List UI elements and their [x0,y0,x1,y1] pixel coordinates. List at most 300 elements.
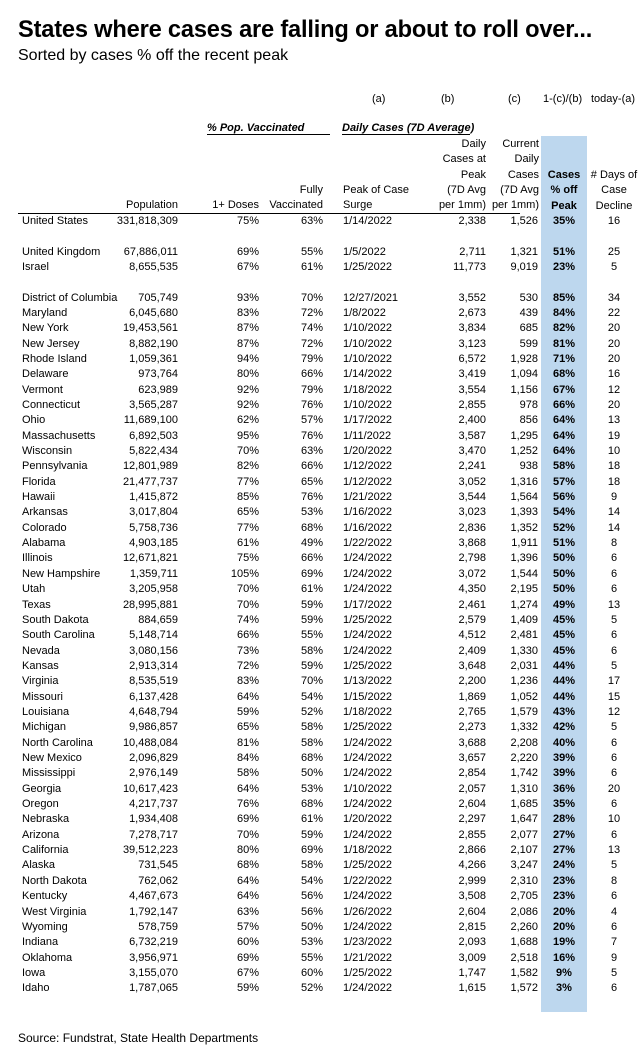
days-decline-cell: 5 [610,859,618,872]
fully-cell: 65% [300,475,323,488]
current-cases-cell: 3,247 [510,859,538,872]
peak-date-cell: 1/12/2022 [343,475,392,488]
pct-off-cell: 20% [552,920,576,933]
dose1-cell: 80% [236,368,259,381]
pct-off-cell: 45% [552,629,576,642]
pct-off-cell: 42% [552,721,576,734]
pct-off-cell: 28% [552,813,576,826]
peak-date-cell: 1/20/2022 [343,445,392,457]
table-row [0,429,643,444]
population-cell: 3,956,971 [129,951,178,964]
col-header-peak-cases: Daily Cases at Peak (7D Avg per 1mm) [438,138,486,212]
current-cases-cell: 1,330 [510,644,538,657]
peak-cases-cell: 2,836 [458,521,486,534]
fully-cell: 58% [300,736,323,749]
current-cases-cell: 1,688 [510,936,538,949]
current-cases-cell: 2,705 [510,890,538,903]
table-row [0,905,643,920]
dose1-cell: 77% [236,475,259,488]
peak-date-cell: 1/8/2022 [343,306,386,319]
fully-cell: 60% [300,966,323,979]
current-cases-cell: 1,295 [510,429,538,442]
fully-cell: 61% [300,260,323,273]
state-name: Hawaii [22,491,56,504]
peak-date-cell: 1/16/2022 [343,521,392,534]
fully-cell: 54% [300,690,323,703]
current-cases-cell: 1,274 [510,598,538,611]
days-decline-cell: 6 [610,644,618,657]
state-name: New Jersey [22,337,80,350]
dose1-cell: 81% [236,736,259,749]
peak-date-cell: 1/25/2022 [343,613,392,626]
dose1-cell: 72% [236,659,259,672]
peak-cases-cell: 1,869 [458,690,486,703]
population-cell: 1,934,408 [129,813,178,826]
days-decline-cell: 34 [607,291,621,304]
peak-cases-cell: 3,470 [458,445,486,457]
peak-date-cell: 1/25/2022 [343,659,392,672]
days-decline-cell: 22 [607,306,621,319]
state-name: Kansas [22,659,59,672]
dose1-cell: 93% [236,291,259,304]
table-row [0,690,643,705]
peak-cases-cell: 2,866 [458,844,486,857]
peak-date-cell: 1/24/2022 [343,890,392,903]
peak-cases-cell: 3,657 [458,752,486,764]
state-name: Alabama [22,537,66,550]
current-cases-cell: 1,094 [510,368,538,381]
fully-cell: 79% [300,383,323,396]
current-cases-cell: 1,236 [510,675,538,688]
pct-off-cell: 36% [552,782,576,795]
pct-off-cell: 44% [552,659,576,672]
pct-off-cell: 52% [552,521,576,534]
state-name: Florida [22,475,56,488]
state-name: Michigan [22,721,67,734]
population-cell: 705,749 [138,291,178,304]
fully-cell: 59% [300,828,323,841]
table-row [0,459,643,474]
dose1-cell: 66% [236,629,259,642]
dose1-cell: 57% [236,920,259,933]
table-row [0,260,643,275]
page-subtitle: Sorted by cases % off the recent peak [18,47,289,64]
population-cell: 4,217,737 [129,798,178,811]
population-cell: 8,882,190 [129,337,178,350]
population-cell: 10,488,084 [122,736,178,749]
population-cell: 8,655,535 [129,260,178,273]
current-cases-cell: 1,352 [510,521,538,534]
population-cell: 5,148,714 [129,629,178,642]
peak-date-cell: 1/5/2022 [343,245,386,258]
peak-cases-cell: 1,747 [458,966,486,979]
population-cell: 331,818,309 [116,215,178,227]
table-row [0,551,643,566]
dose1-cell: 75% [236,552,259,565]
days-decline-cell: 5 [610,659,618,672]
state-name: United Kingdom [22,245,101,258]
population-cell: 12,671,821 [122,552,178,565]
table-row [0,736,643,751]
state-name: Texas [22,598,51,611]
population-cell: 2,913,314 [129,659,178,672]
table-row [0,951,643,966]
days-decline-cell: 6 [610,567,618,580]
dose1-cell: 87% [236,337,259,350]
current-cases-cell: 1,156 [510,383,538,396]
population-cell: 12,801,989 [122,460,178,473]
fully-cell: 56% [300,905,323,918]
current-cases-cell: 2,086 [510,905,538,918]
peak-cases-cell: 2,815 [458,920,486,933]
days-decline-cell: 9 [610,491,618,504]
table-row [0,521,643,536]
peak-cases-cell: 2,855 [458,398,486,411]
population-cell: 3,080,156 [129,644,178,657]
population-cell: 623,989 [138,383,178,396]
table-row [0,674,643,689]
dose1-cell: 70% [236,828,259,841]
table-row [0,444,643,459]
population-cell: 973,764 [138,368,178,381]
peak-cases-cell: 2,798 [458,552,486,565]
peak-date-cell: 1/12/2022 [343,460,392,473]
peak-cases-cell: 2,093 [458,936,486,949]
dose1-cell: 64% [236,782,259,795]
group-header-vaccinated: % Pop. Vaccinated [207,122,330,135]
dose1-cell: 67% [236,966,259,979]
state-name: Utah [22,583,46,596]
peak-date-cell: 1/25/2022 [343,260,392,273]
peak-date-cell: 1/24/2022 [343,828,392,841]
table-row [0,245,643,260]
population-cell: 1,415,872 [129,491,178,504]
days-decline-cell: 6 [610,798,618,811]
peak-date-cell: 1/10/2022 [343,322,392,335]
days-decline-cell: 6 [610,982,618,995]
days-decline-cell: 5 [610,966,618,979]
days-decline-cell: 6 [610,890,618,903]
state-name: Oregon [22,798,59,811]
peak-cases-cell: 2,409 [458,644,486,657]
days-decline-cell: 14 [607,521,621,534]
table-row [0,966,643,981]
table-row [0,797,643,812]
peak-cases-cell: 3,123 [458,337,486,350]
population-cell: 8,535,519 [129,675,178,688]
current-cases-cell: 2,310 [510,874,538,887]
population-cell: 578,759 [138,920,178,933]
days-decline-cell: 4 [610,905,618,918]
state-name: California [22,844,69,857]
fully-cell: 74% [300,322,323,335]
dose1-cell: 70% [236,445,259,457]
current-cases-cell: 1,579 [510,705,538,718]
peak-date-cell: 1/13/2022 [343,675,392,688]
current-cases-cell: 2,077 [510,828,538,841]
peak-date-cell: 1/10/2022 [343,398,392,411]
current-cases-cell: 1,332 [510,721,538,734]
population-cell: 1,792,147 [129,905,178,918]
pct-off-cell: 3% [556,982,572,995]
table-row [0,981,643,996]
fully-cell: 59% [300,659,323,672]
peak-cases-cell: 2,057 [458,782,486,795]
peak-cases-cell: 2,579 [458,613,486,626]
current-cases-cell: 1,393 [510,506,538,519]
peak-cases-cell: 4,512 [458,629,486,642]
state-name: New York [22,322,69,335]
peak-cases-cell: 2,338 [458,215,486,227]
pct-off-cell: 81% [552,337,576,350]
state-name: Ohio [22,414,46,427]
peak-date-cell: 1/24/2022 [343,567,392,580]
fully-cell: 59% [300,613,323,626]
state-name: Alaska [22,859,56,872]
pct-off-cell: 23% [552,260,576,273]
current-cases-cell: 1,396 [510,552,538,565]
peak-cases-cell: 2,765 [458,705,486,718]
population-cell: 3,205,958 [129,583,178,596]
current-cases-cell: 9,019 [510,260,538,273]
state-name: Israel [22,260,49,273]
population-cell: 11,689,100 [123,414,178,427]
fully-cell: 55% [300,951,323,964]
pct-off-cell: 45% [552,644,576,657]
formula-label-b: (b) [441,93,455,105]
peak-cases-cell: 3,052 [458,475,486,488]
col-header-population: Population [126,199,178,211]
fully-cell: 59% [300,598,323,611]
pct-off-cell: 50% [552,583,576,596]
pct-off-cell: 40% [552,736,576,749]
peak-cases-cell: 2,604 [458,798,486,811]
fully-cell: 58% [300,721,323,734]
dose1-cell: 65% [236,506,259,519]
population-cell: 6,045,680 [129,306,178,319]
pct-off-cell: 64% [552,429,576,442]
peak-date-cell: 1/22/2022 [343,537,392,550]
state-name: Mississippi [22,767,76,780]
fully-cell: 61% [300,813,323,826]
table-row [0,628,643,643]
current-cases-cell: 1,572 [510,982,538,995]
days-decline-cell: 18 [607,475,621,488]
peak-date-cell: 1/10/2022 [343,352,392,365]
fully-cell: 53% [300,782,323,795]
peak-date-cell: 1/24/2022 [343,583,392,596]
state-name: Virginia [22,675,59,688]
peak-cases-cell: 2,711 [459,245,486,258]
state-name: Illinois [22,552,53,565]
table-row [0,843,643,858]
pct-off-cell: 58% [552,460,576,473]
pct-off-cell: 16% [552,951,576,964]
formula-label-today: today-(a) [591,93,636,105]
dose1-cell: 70% [236,598,259,611]
state-name: New Hampshire [22,567,101,580]
table-row [0,889,643,904]
dose1-cell: 65% [236,721,259,734]
peak-cases-cell: 3,023 [458,506,486,519]
peak-date-cell: 1/25/2022 [343,721,392,734]
state-name: Arkansas [22,506,68,519]
current-cases-cell: 1,310 [510,782,538,795]
population-cell: 5,822,434 [129,445,178,457]
pct-off-cell: 67% [552,383,576,396]
days-decline-cell: 13 [607,844,621,857]
peak-cases-cell: 4,266 [458,859,486,872]
days-decline-cell: 5 [610,721,618,734]
pct-off-cell: 20% [552,905,576,918]
pct-off-cell: 24% [552,859,576,872]
population-cell: 21,477,737 [122,475,178,488]
col-header-fully: Fully Vaccinated [269,184,323,212]
dose1-cell: 73% [236,644,259,657]
current-cases-cell: 2,481 [510,629,538,642]
peak-date-cell: 1/18/2022 [343,383,392,396]
pct-off-cell: 44% [552,675,576,688]
fully-cell: 69% [300,844,323,857]
fully-cell: 52% [300,982,323,995]
table-row [0,291,643,306]
current-cases-cell: 2,208 [510,736,538,749]
peak-date-cell: 1/22/2022 [343,874,392,887]
table-row [0,766,643,781]
state-name: South Carolina [22,629,95,642]
state-name: North Carolina [22,736,93,749]
peak-cases-cell: 3,508 [458,890,486,903]
dose1-cell: 58% [236,767,259,780]
peak-date-cell: 1/24/2022 [343,736,392,749]
fully-cell: 50% [300,920,323,933]
pct-off-cell: 50% [552,567,576,580]
days-decline-cell: 20 [607,322,621,335]
table-row [0,505,643,520]
fully-cell: 58% [300,644,323,657]
pct-off-cell: 66% [552,398,576,411]
dose1-cell: 80% [236,844,259,857]
pct-off-cell: 49% [552,598,576,611]
dose1-cell: 64% [236,874,259,887]
table-row [0,705,643,720]
peak-date-cell: 1/14/2022 [343,215,392,227]
col-header-dose1: 1+ Doses [212,199,259,211]
peak-date-cell: 1/16/2022 [343,506,392,519]
current-cases-cell: 938 [519,460,538,473]
days-decline-cell: 20 [607,398,621,411]
state-name: United States [22,215,89,227]
peak-cases-cell: 3,648 [458,659,486,672]
table-row [0,828,643,843]
peak-date-cell: 1/21/2022 [343,951,392,964]
fully-cell: 55% [300,245,323,258]
days-decline-cell: 6 [610,629,618,642]
days-decline-cell: 20 [607,782,621,795]
fully-cell: 63% [300,445,323,457]
population-cell: 67,886,011 [123,245,178,258]
peak-date-cell: 1/14/2022 [343,368,392,381]
table-row [0,367,643,382]
fully-cell: 53% [300,506,323,519]
state-name: Pennsylvania [22,460,88,473]
table-row [0,920,643,935]
days-decline-cell: 9 [610,951,618,964]
current-cases-cell: 1,544 [510,567,538,580]
population-cell: 3,017,804 [129,506,178,519]
table-row [0,413,643,428]
peak-cases-cell: 2,241 [458,460,486,473]
peak-cases-cell: 3,554 [458,383,486,396]
fully-cell: 50% [300,767,323,780]
days-decline-cell: 10 [607,813,621,826]
fully-cell: 70% [300,291,323,304]
current-cases-cell: 1,252 [510,445,538,457]
days-decline-cell: 17 [607,675,621,688]
dose1-cell: 85% [236,491,259,504]
population-cell: 6,137,428 [129,690,178,703]
dose1-cell: 70% [236,583,259,596]
state-name: South Dakota [22,613,89,626]
dose1-cell: 67% [236,260,259,273]
pct-off-cell: 64% [552,445,576,457]
dose1-cell: 84% [236,752,259,764]
days-decline-cell: 15 [607,690,621,703]
pct-off-cell: 23% [552,890,576,903]
population-cell: 10,617,423 [122,782,178,795]
pct-off-cell: 50% [552,552,576,565]
pct-off-cell: 35% [552,215,576,227]
pct-off-cell: 39% [552,752,576,764]
table-row [0,398,643,413]
state-name: Vermont [22,383,63,396]
col-header-pct-off: Cases % off Peak [547,169,581,212]
peak-cases-cell: 3,072 [458,567,486,580]
days-decline-cell: 6 [610,583,618,596]
peak-cases-cell: 2,297 [458,813,486,826]
days-decline-cell: 6 [610,552,618,565]
pct-off-cell: 57% [552,475,576,488]
dose1-cell: 74% [236,613,259,626]
state-name: Massachusetts [22,429,96,442]
population-cell: 762,062 [138,874,178,887]
fully-cell: 54% [300,874,323,887]
peak-date-cell: 1/15/2022 [343,690,392,703]
population-cell: 7,278,717 [129,828,178,841]
dose1-cell: 59% [236,982,259,995]
col-header-days: # Days of Case Decline [590,169,638,212]
pct-off-cell: 51% [552,537,576,550]
table-row [0,874,643,889]
pct-off-cell: 84% [552,306,576,319]
table-row [0,321,643,336]
fully-cell: 66% [300,368,323,381]
days-decline-cell: 13 [607,414,621,427]
days-decline-cell: 7 [610,936,618,949]
days-decline-cell: 6 [610,752,618,764]
dose1-cell: 64% [236,690,259,703]
table-row [0,613,643,628]
pct-off-cell: 51% [552,245,576,258]
dose1-cell: 87% [236,322,259,335]
peak-cases-cell: 4,350 [458,583,486,596]
pct-off-cell: 19% [552,936,576,949]
fully-cell: 55% [300,629,323,642]
population-cell: 884,659 [138,613,178,626]
peak-cases-cell: 2,273 [458,721,486,734]
table-row [0,812,643,827]
state-name: Louisiana [22,705,70,718]
